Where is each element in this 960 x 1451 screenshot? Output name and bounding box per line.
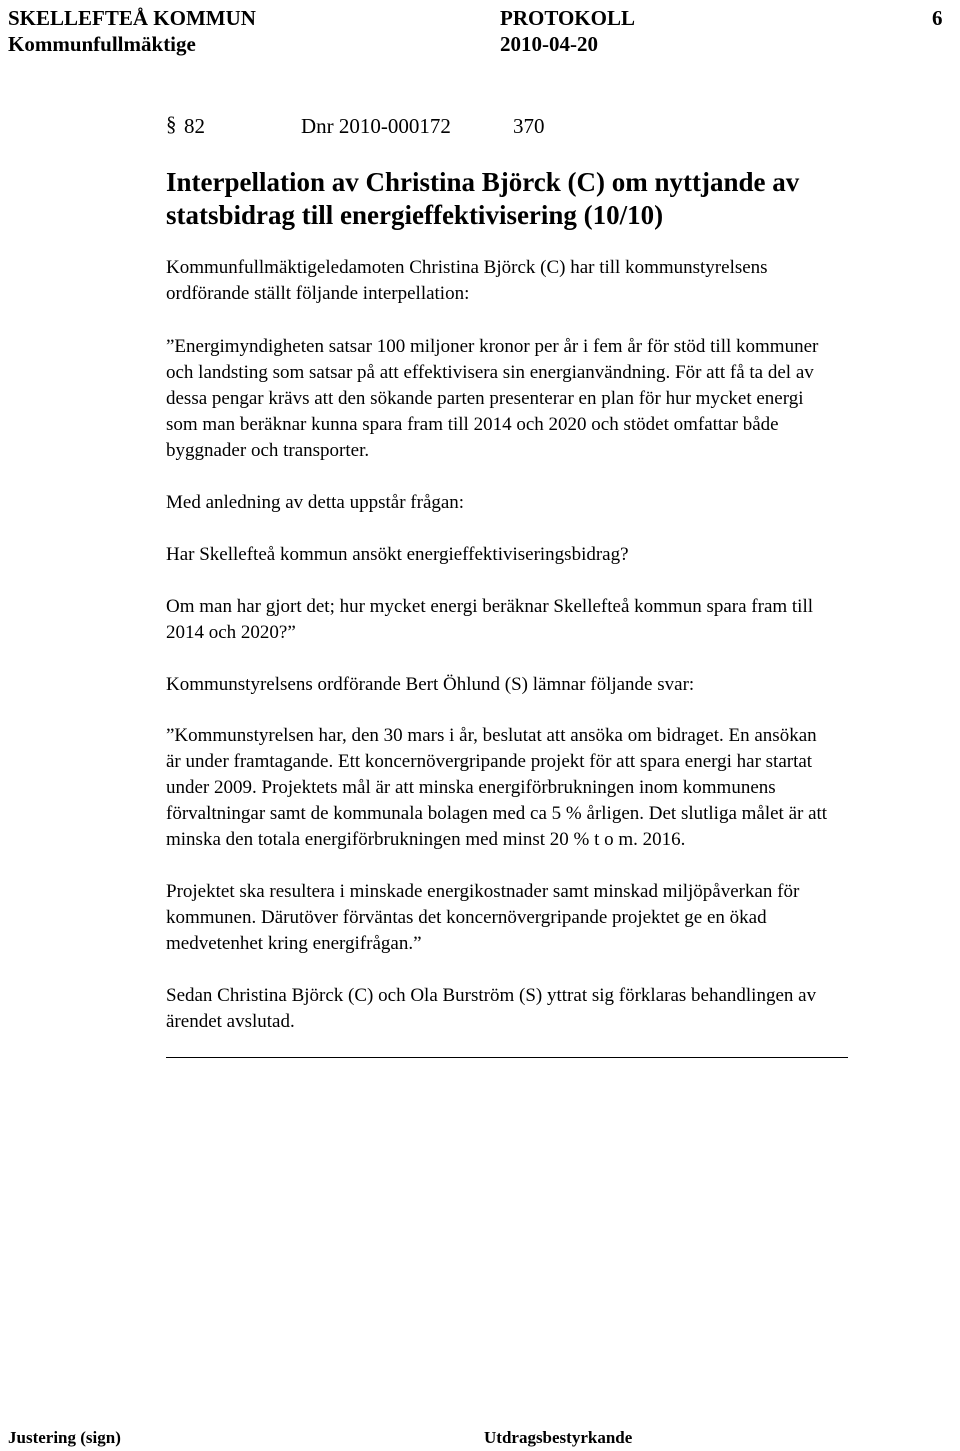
text-line: Kommunfullmäktigeledamoten Christina Björck (C) har till kommunstyrelsens — [166, 257, 768, 278]
document-type: PROTOKOLL — [500, 6, 635, 30]
text-line: dessa pengar krävs att den sökande parten presenterar en plan för hur mycket energi — [166, 388, 804, 409]
meeting-date: 2010-04-20 — [500, 32, 598, 56]
page-number: 6 — [932, 6, 943, 30]
text-line: Projektet ska resultera i minskade energikostnader samt minskad miljöpåverkan för — [166, 881, 800, 902]
text-line: är under framtagande. Ett koncernövergripande projekt för att spara energi har startat — [166, 751, 813, 772]
text-line: ordförande ställt följande interpellation: — [166, 283, 470, 304]
text-line: kommunen. Därutöver förväntas det koncernövergripande projektet ge en ökad — [166, 907, 767, 928]
text-line: Kommunstyrelsens ordförande Bert Öhlund (S) lämnar följande svar: — [166, 674, 695, 695]
diary-number: Dnr 2010-000172 — [301, 114, 451, 138]
title-line: Interpellation av Christina Björck (C) om nyttjande av — [166, 167, 800, 197]
text-line: och landsting som satsar på att effektivisera sin energianvändning. För att få ta del av — [166, 362, 814, 383]
text-line: Sedan Christina Björck (C) och Ola Burström (S) yttrat sig förklaras behandlingen av — [166, 985, 817, 1006]
org-name: SKELLEFTEÅ KOMMUN — [8, 6, 256, 30]
footer-justering: Justering (sign) — [8, 1428, 121, 1447]
body-name: Kommunfullmäktige — [8, 32, 196, 56]
text-line: ”Kommunstyrelsen har, den 30 mars i år, beslutat att ansöka om bidraget. En ansökan — [166, 725, 817, 746]
text-line: Har Skellefteå kommun ansökt energieffektiviseringsbidrag? — [166, 544, 629, 565]
section-end-rule — [166, 1057, 848, 1058]
text-line: 2014 och 2020?” — [166, 622, 296, 643]
paragraph-answer — [166, 723, 827, 853]
paragraph-question-1 — [166, 542, 629, 568]
paragraph-interpellation — [166, 334, 818, 464]
text-line: som man beräknar kunna spara fram till 2014 och 2020 och stödet omfattar både — [166, 414, 779, 435]
text-line: Om man har gjort det; hur mycket energi beräknar Skellefteå kommun spara fram till — [166, 596, 814, 617]
text-line: ärendet avslutad. — [166, 1011, 295, 1032]
text-line: förvaltningar samt de kommunala bolagen med ca 5 % årligen. Det slutliga målet är att — [166, 803, 828, 824]
text-line: ”Energimyndigheten satsar 100 miljoner kronor per år i fem år för stöd till kommuner — [166, 336, 819, 357]
page-title — [166, 166, 799, 232]
paragraph-project-result — [166, 879, 799, 957]
case-code: 370 — [513, 114, 545, 138]
section-number: 82 — [184, 114, 205, 138]
paragraph-answer-intro — [166, 672, 694, 698]
title-line: statsbidrag till energieffektivisering (10/10) — [166, 200, 664, 230]
text-line: Med anledning av detta uppstår frågan: — [166, 492, 465, 513]
text-line: byggnader och transporter. — [166, 440, 370, 461]
text-line: minska den totala energiförbrukningen med minst 20 % t o m. 2016. — [166, 829, 686, 850]
footer-utdragsbestyrkande: Utdragsbestyrkande — [484, 1428, 633, 1447]
paragraph-question-2 — [166, 594, 813, 646]
section-symbol: § — [166, 112, 177, 136]
text-line: under 2009. Projektets mål är att minska energiförbrukningen inom kommunens — [166, 777, 776, 798]
text-line: medvetenhet kring energifrågan.” — [166, 933, 422, 954]
paragraph-question-intro — [166, 490, 464, 516]
paragraph-closing — [166, 983, 816, 1035]
paragraph-intro — [166, 255, 768, 307]
